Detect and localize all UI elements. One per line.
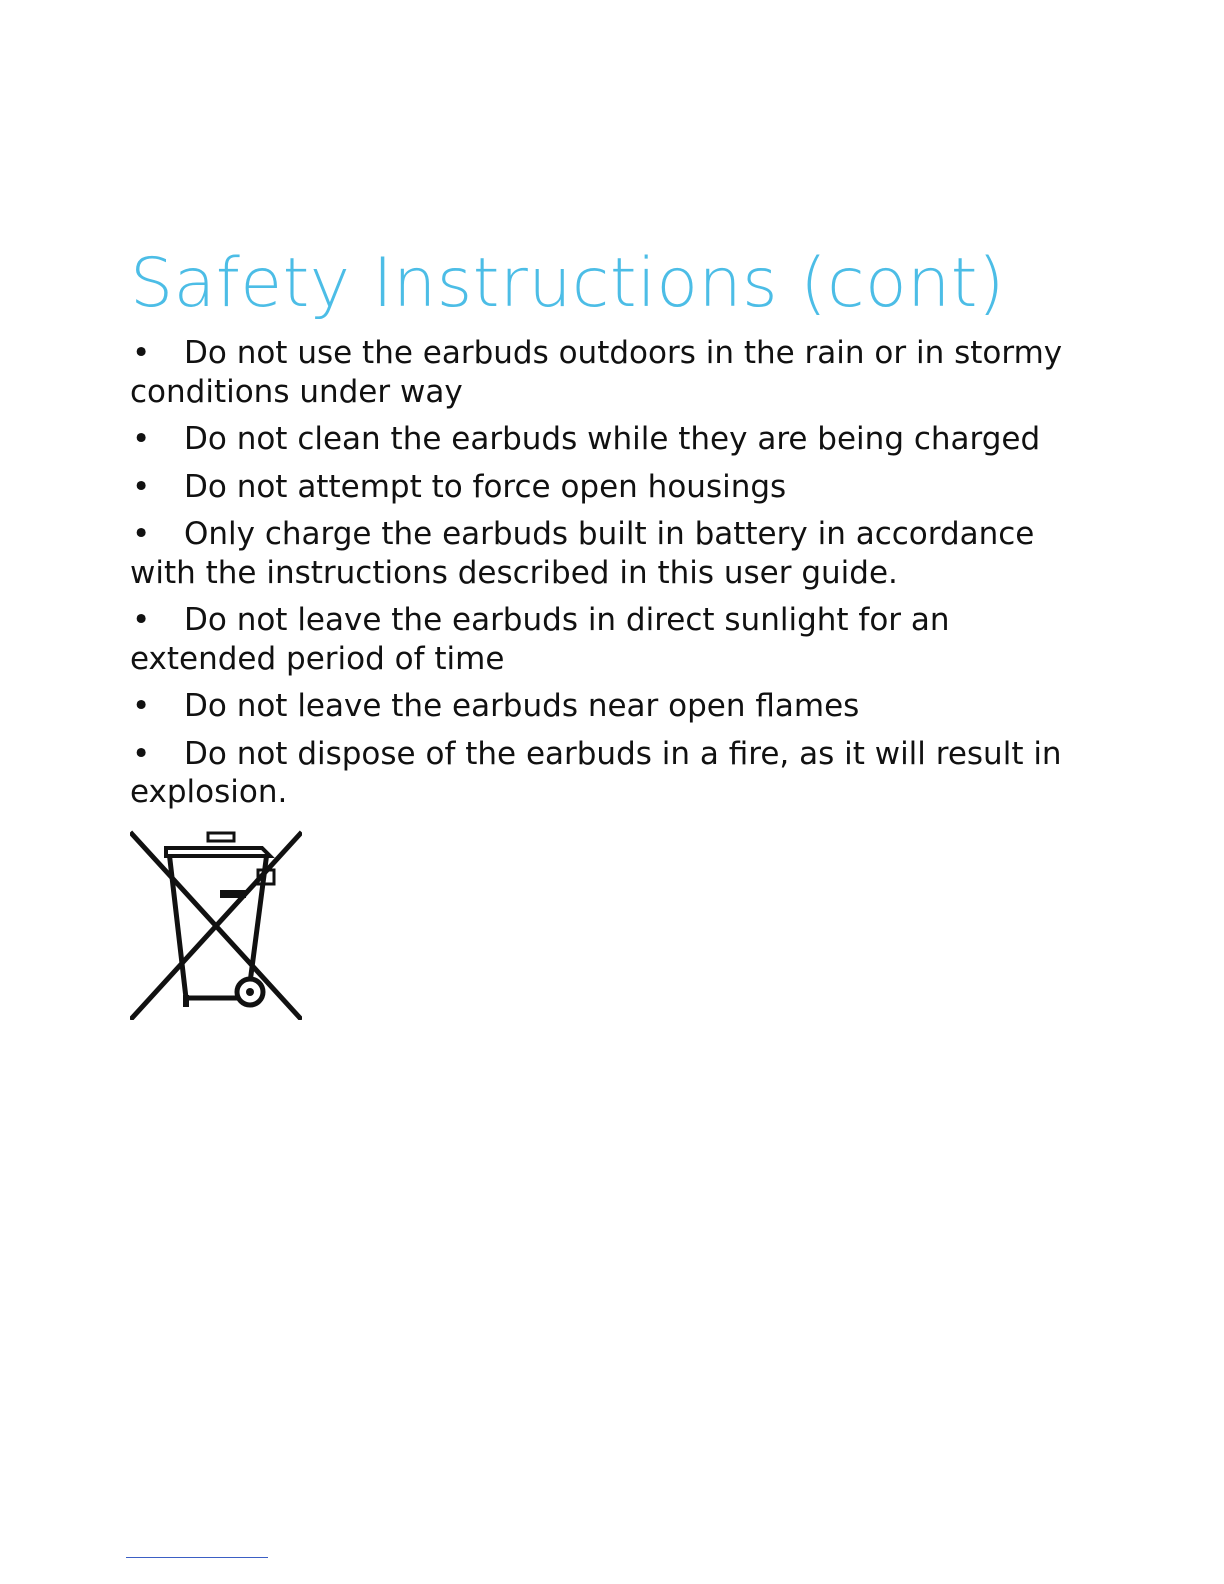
list-item: [130, 420, 1100, 459]
list-item: [130, 515, 1100, 592]
list-item: [130, 687, 1100, 726]
footnote-divider: [126, 1557, 268, 1558]
bullet-icon: •: [132, 421, 151, 457]
bullet-icon: •: [132, 602, 151, 638]
list-item-text: Do not leave the earbuds near open flames: [184, 688, 860, 724]
list-item: [130, 468, 1100, 507]
list-item: [130, 334, 1100, 411]
list-item-text: Only charge the earbuds built in battery in accordance with the instructions described in this user guide.: [130, 516, 1035, 591]
bullet-icon: •: [132, 688, 151, 724]
list-item: [130, 601, 1100, 678]
safety-instructions-list: [130, 334, 1100, 821]
list-item-text: Do not leave the earbuds in direct sunlight for an extended period of time: [130, 602, 950, 677]
bullet-icon: •: [132, 735, 151, 772]
list-item: [130, 735, 1100, 812]
crossed-out-wheelie-bin-icon: [130, 830, 302, 1020]
list-item-text: Do not clean the earbuds while they are being charged: [184, 421, 1041, 457]
list-item-text: Do not use the earbuds outdoors in the rain or in stormy conditions under way: [130, 335, 1063, 410]
page-title: Safety Instructions (cont): [130, 244, 1005, 323]
list-item-text: Do not attempt to force open housings: [184, 468, 787, 505]
bullet-icon: •: [132, 516, 151, 552]
bullet-icon: •: [132, 468, 151, 505]
bullet-icon: •: [132, 335, 151, 371]
list-item-text: Do not dispose of the earbuds in a fire, as it will result in explosion.: [130, 735, 1062, 810]
